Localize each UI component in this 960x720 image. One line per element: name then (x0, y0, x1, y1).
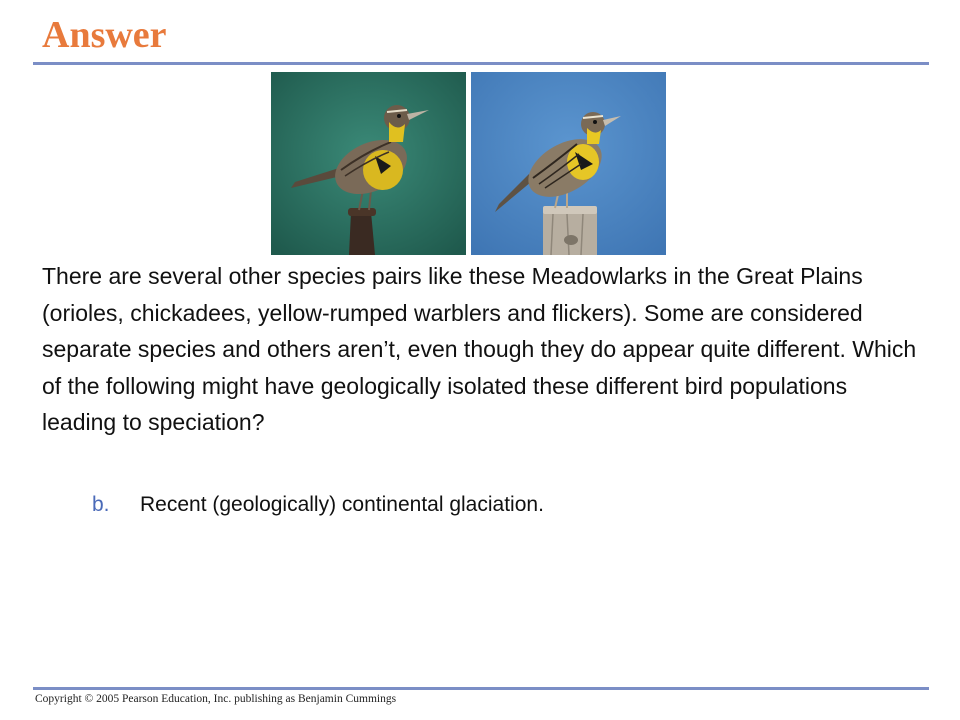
answer-marker: b. (92, 493, 110, 516)
question-paragraph: There are several other species pairs like these Meadowlarks in the Great Plains (orioles, chickadees, yellow-rumped warblers and flickers). Some are considered separate species and others aren’t, even though they do appear quite different. Which of the following might have geologically isolated these different bird populations leading to speciation? (42, 263, 917, 435)
western-meadowlark-photo (471, 72, 666, 255)
eastern-meadowlark-photo (271, 72, 466, 255)
title-divider (33, 62, 929, 65)
answer-text: Recent (geologically) continental glaciation. (140, 493, 544, 516)
footer-divider (33, 687, 929, 690)
slide-title: Answer (42, 14, 167, 56)
copyright-notice: Copyright © 2005 Pearson Education, Inc. publishing as Benjamin Cummings (35, 693, 397, 705)
answer-item (92, 490, 544, 520)
